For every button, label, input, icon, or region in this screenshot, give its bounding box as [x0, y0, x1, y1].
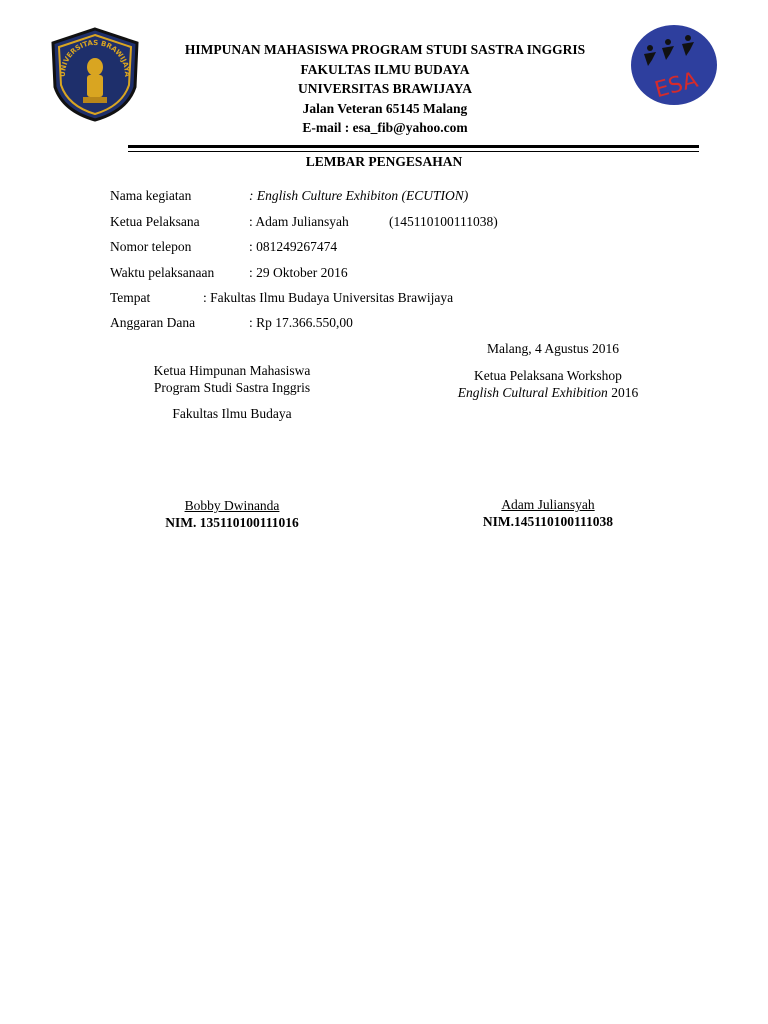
right-signatory — [410, 496, 686, 530]
field-value-leader: : Adam Juliansyah — [249, 214, 349, 229]
right-signatory-nim: NIM.145110100111038 — [482, 514, 614, 529]
field-value-time: : 29 Oktober 2016 — [249, 265, 348, 280]
university-name: UNIVERSITAS BRAWIJAYA — [298, 81, 472, 96]
field-label-time: Waktu pelaksanaan — [110, 265, 215, 280]
left-signatory-name: Bobby Dwinanda — [184, 498, 280, 513]
faculty-name: FAKULTAS ILMU BUDAYA — [300, 61, 470, 77]
left-signatory — [100, 497, 364, 531]
right-signature-block — [410, 367, 686, 401]
field-value-activity — [249, 187, 468, 205]
left-signature-block — [100, 362, 364, 422]
left-role-3: Fakultas Ilmu Budaya — [172, 406, 292, 421]
right-signatory-name: Adam Juliansyah — [501, 497, 595, 512]
document-title: LEMBAR PENGESAHAN — [305, 154, 463, 169]
field-value-budget: : Rp 17.366.550,00 — [249, 315, 353, 330]
field-value-leader-nim: (145110100111038) — [389, 214, 498, 229]
address: Jalan Veteran 65145 Malang — [302, 100, 468, 116]
header-divider-thin — [128, 151, 699, 152]
field-value-phone: : 081249267474 — [249, 239, 338, 254]
field-label-place: Tempat — [110, 290, 151, 305]
email: E-mail : esa_fib@yahoo.com — [302, 120, 468, 135]
esa-logo — [630, 22, 720, 107]
esa-logo-text: ESA — [652, 67, 701, 104]
field-label-activity: Nama kegiatan — [110, 188, 192, 203]
right-role-2-event: English Cultural Exhibition — [457, 385, 608, 400]
left-role-1: Ketua Himpunan Mahasiswa — [153, 363, 311, 378]
right-role-1: Ketua Pelaksana Workshop — [474, 368, 622, 383]
universitas-brawijaya-logo — [47, 27, 143, 122]
field-label-leader: Ketua Pelaksana — [110, 214, 200, 229]
left-role-2: Program Studi Sastra Inggris — [153, 380, 311, 395]
right-role-2 — [410, 384, 686, 401]
field-label-budget: Anggaran Dana — [110, 315, 196, 330]
field-value-place: : Fakultas Ilmu Budaya Universitas Brawijaya — [203, 290, 454, 305]
activity-name: : English Culture Exhibiton (ECUTION) — [249, 188, 469, 203]
signing-date: Malang, 4 Agustus 2016 — [486, 341, 619, 356]
header-divider-thick — [128, 145, 699, 148]
org-name: HIMPUNAN MAHASISWA PROGRAM STUDI SASTRA INGGRIS — [184, 42, 586, 57]
field-label-phone: Nomor telepon — [110, 239, 192, 254]
left-signatory-nim: NIM. 135110100111016 — [165, 515, 299, 530]
right-role-2-year: 2016 — [607, 385, 639, 400]
logo-arc-text: UNIVERSITAS BRAWIJAYA — [58, 38, 132, 78]
letterhead — [130, 40, 640, 138]
